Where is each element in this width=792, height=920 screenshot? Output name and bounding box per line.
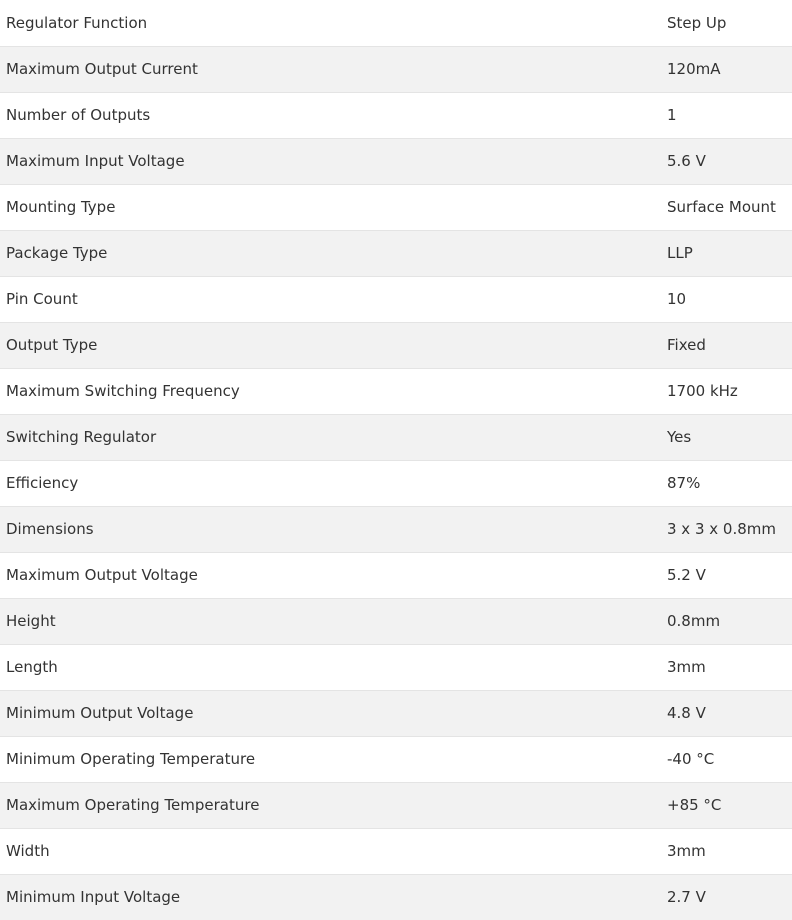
- spec-value: 1: [667, 92, 792, 138]
- spec-row-maximum-output-voltage: [0, 552, 792, 598]
- spec-row-efficiency: [0, 460, 792, 506]
- spec-row-height: [0, 598, 792, 644]
- spec-label: Number of Outputs: [0, 92, 667, 138]
- spec-value: Step Up: [667, 13, 727, 32]
- spec-label: Width: [0, 828, 667, 874]
- spec-label: Maximum Output Current: [0, 46, 667, 92]
- spec-label: Switching Regulator: [0, 414, 667, 460]
- spec-row-package-type: [0, 230, 792, 276]
- spec-value: -40 °C: [667, 736, 792, 782]
- spec-label: Height: [0, 598, 667, 644]
- spec-value: 0.8mm: [667, 598, 792, 644]
- spec-row-output-type: [0, 322, 792, 368]
- spec-label: Pin Count: [0, 276, 667, 322]
- spec-row-minimum-input-voltage: [0, 874, 792, 920]
- spec-value: +85 °C: [667, 782, 792, 828]
- spec-label: Maximum Switching Frequency: [0, 368, 667, 414]
- spec-row-pin-count: [0, 276, 792, 322]
- spec-value: 1700 kHz: [667, 368, 792, 414]
- spec-label: Efficiency: [0, 460, 667, 506]
- spec-row-maximum-output-current: [0, 46, 792, 92]
- spec-label: Package Type: [0, 230, 667, 276]
- spec-row-number-of-outputs: [0, 92, 792, 138]
- spec-value: 5.6 V: [667, 138, 792, 184]
- spec-value: 3mm: [667, 828, 792, 874]
- spec-row-minimum-output-voltage: [0, 690, 792, 736]
- spec-row-maximum-input-voltage: [0, 138, 792, 184]
- spec-label: Maximum Operating Temperature: [0, 782, 667, 828]
- spec-label: Regulator Function: [6, 13, 148, 32]
- spec-value: Surface Mount: [667, 184, 792, 230]
- spec-value: 120mA: [667, 46, 792, 92]
- spec-value: 5.2 V: [667, 552, 792, 598]
- spec-row-mounting-type: [0, 184, 792, 230]
- spec-label: Mounting Type: [0, 184, 667, 230]
- spec-label: Minimum Output Voltage: [0, 690, 667, 736]
- spec-value: Yes: [667, 414, 792, 460]
- spec-label: Length: [0, 644, 667, 690]
- spec-value: LLP: [667, 230, 792, 276]
- spec-row-dimensions: [0, 506, 792, 552]
- spec-value: 3 x 3 x 0.8mm: [667, 506, 792, 552]
- spec-label: Maximum Output Voltage: [0, 552, 667, 598]
- spec-row-regulator-function: [0, 0, 792, 46]
- spec-value: 2.7 V: [667, 874, 792, 920]
- spec-value: 4.8 V: [667, 690, 792, 736]
- spec-label: Minimum Operating Temperature: [0, 736, 667, 782]
- spec-label: Minimum Input Voltage: [0, 874, 667, 920]
- spec-label: Output Type: [0, 322, 667, 368]
- spec-row-maximum-operating-temperature: [0, 782, 792, 828]
- spec-value: Fixed: [667, 322, 792, 368]
- spec-row-switching-regulator: [0, 414, 792, 460]
- spec-row-length: [0, 644, 792, 690]
- spec-row-width: [0, 828, 792, 874]
- spec-value: 10: [667, 276, 792, 322]
- spec-label: Maximum Input Voltage: [0, 138, 667, 184]
- spec-value: 3mm: [667, 644, 792, 690]
- spec-value: 87%: [667, 460, 792, 506]
- spec-label: Dimensions: [0, 506, 667, 552]
- spec-row-maximum-switching-frequency: [0, 368, 792, 414]
- spec-row-minimum-operating-temperature: [0, 736, 792, 782]
